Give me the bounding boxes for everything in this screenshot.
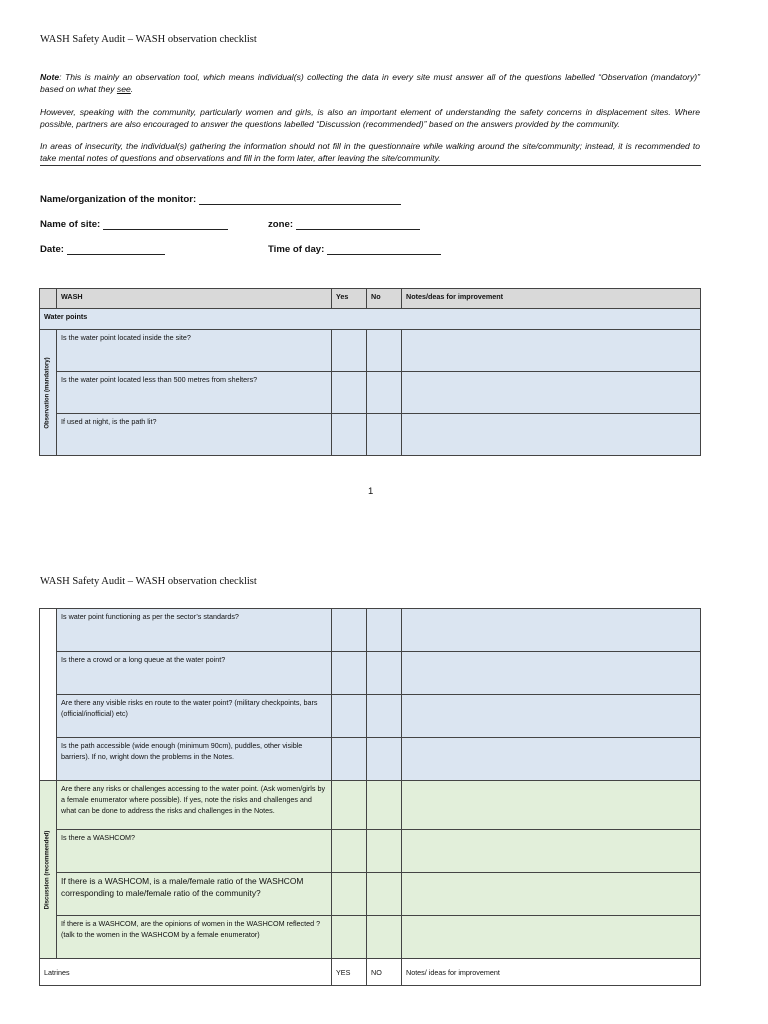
note-period: . (130, 84, 134, 94)
date-field[interactable] (40, 244, 165, 255)
latrines-notes-header: Notes/ ideas for improvement (402, 959, 701, 986)
table-row (40, 372, 701, 414)
no-cell[interactable] (367, 738, 402, 781)
yes-cell[interactable] (332, 738, 367, 781)
monitor-line[interactable] (199, 194, 401, 205)
notes-cell[interactable] (402, 695, 701, 738)
notes-cell[interactable] (402, 738, 701, 781)
yes-cell[interactable] (332, 652, 367, 695)
no-cell[interactable] (367, 695, 402, 738)
question-cell: If used at night, is the path lit? (57, 414, 332, 456)
yes-cell[interactable] (332, 873, 367, 916)
site-field[interactable] (40, 219, 228, 230)
table-row (40, 830, 701, 873)
yes-cell[interactable] (332, 330, 367, 372)
no-cell[interactable] (367, 652, 402, 695)
no-cell[interactable] (367, 609, 402, 652)
section-row (40, 309, 701, 330)
question-cell: Are there any visible risks en route to the water point? (military checkpoints, bars (official/inofficial) etc) (57, 695, 332, 738)
water-points-table (39, 288, 701, 456)
table-header-row (40, 289, 701, 309)
header-wash: WASH (57, 289, 332, 309)
question-cell: Are there any risks or challenges accessing to the water point. (Ask women/girls by a female enumerator where possible). If yes, note the risks and challenges and what can be done to address the risks and challenges in the Notes. (57, 781, 332, 830)
discussion-group-label: Discussion (recommended) (40, 781, 57, 959)
note-see: see (116, 84, 131, 94)
no-cell[interactable] (367, 330, 402, 372)
observation-continued-column (40, 609, 57, 781)
table-row (40, 738, 701, 781)
question-cell: Is water point functioning as per the sector’s standards? (57, 609, 332, 652)
monitor-field[interactable] (40, 194, 401, 205)
time-label: Time of day: (268, 244, 325, 255)
question-cell: Is the water point located less than 500 metres from shelters? (57, 372, 332, 414)
no-cell[interactable] (367, 372, 402, 414)
no-cell[interactable] (367, 414, 402, 456)
notes-cell[interactable] (402, 372, 701, 414)
yes-cell[interactable] (332, 781, 367, 830)
note-label: Note (40, 72, 60, 82)
zone-line[interactable] (296, 219, 420, 230)
question-cell: Is the path accessible (wide enough (minimum 90cm), puddles, other visible barriers). If no, wright down the problems in the Notes. (57, 738, 332, 781)
note-paragraph-1 (40, 71, 700, 95)
note-paragraph-2: However, speaking with the community, particularly women and girls, is also an important element of understanding the safety concerns in displacement sites. Where possible, partners are also encouraged to answer the questions labelled “Discussion (recommended)” based on the answers provided by the community. (40, 107, 700, 129)
header-notes: Notes/deas for improvement (402, 289, 701, 309)
table-row (40, 330, 701, 372)
observation-group-label: Observation (mandatory) (40, 330, 57, 456)
no-cell[interactable] (367, 781, 402, 830)
table-row (40, 652, 701, 695)
yes-cell[interactable] (332, 414, 367, 456)
monitor-label: Name/organization of the monitor: (40, 194, 197, 205)
note-divider (40, 165, 701, 166)
header-no: No (367, 289, 402, 309)
notes-cell[interactable] (402, 330, 701, 372)
notes-cell[interactable] (402, 916, 701, 959)
no-cell[interactable] (367, 830, 402, 873)
question-cell: If there is a WASHCOM, is a male/female ratio of the WASHCOM corresponding to male/female ratio of the community? (57, 873, 332, 916)
table-row (40, 873, 701, 916)
table-row (40, 916, 701, 959)
header-blank (40, 289, 57, 309)
time-line[interactable] (327, 244, 441, 255)
yes-cell[interactable] (332, 916, 367, 959)
latrines-header-row (40, 959, 701, 986)
section-water-points: Water points (40, 309, 701, 330)
no-cell[interactable] (367, 873, 402, 916)
date-label: Date: (40, 244, 64, 255)
page-number: 1 (368, 486, 374, 497)
yes-cell[interactable] (332, 609, 367, 652)
notes-cell[interactable] (402, 609, 701, 652)
latrines-no-header: NO (367, 959, 402, 986)
notes-cell[interactable] (402, 652, 701, 695)
notes-cell[interactable] (402, 830, 701, 873)
site-label: Name of site: (40, 219, 101, 230)
question-cell: Is the water point located inside the site? (57, 330, 332, 372)
question-cell: If there is a WASHCOM, are the opinions of women in the WASHCOM reflected ? (talk to the women in the WASHCOM by a female enumerator) (57, 916, 332, 959)
notes-cell[interactable] (402, 873, 701, 916)
latrines-label: Latrines (40, 959, 332, 986)
table-row (40, 609, 701, 652)
yes-cell[interactable] (332, 372, 367, 414)
time-field[interactable] (268, 244, 441, 255)
question-cell: Is there a WASHCOM? (57, 830, 332, 873)
page1-title: WASH Safety Audit – WASH observation checklist (40, 34, 257, 45)
continued-table (39, 608, 701, 986)
yes-cell[interactable] (332, 830, 367, 873)
no-cell[interactable] (367, 916, 402, 959)
notes-cell[interactable] (402, 781, 701, 830)
table-row (40, 414, 701, 456)
table-row (40, 695, 701, 738)
date-line[interactable] (67, 244, 165, 255)
site-line[interactable] (103, 219, 228, 230)
question-cell: Is there a crowd or a long queue at the water point? (57, 652, 332, 695)
notes-cell[interactable] (402, 414, 701, 456)
note-text-1: : This is mainly an observation tool, which means individual(s) collecting the data in every site must answer all of the questions labelled “Observation (mandatory)” based on what they (40, 72, 700, 94)
latrines-yes-header: YES (332, 959, 367, 986)
yes-cell[interactable] (332, 695, 367, 738)
note-paragraph-3: In areas of insecurity, the individual(s) gathering the information should not fill in the questionnaire while walking around the site/community; instead, it is recommended to take mental notes of questions and observations and fill in the form later, after leaving the site/community. (40, 141, 700, 163)
header-yes: Yes (332, 289, 367, 309)
page2-title: WASH Safety Audit – WASH observation checklist (40, 576, 257, 587)
zone-label: zone: (268, 219, 294, 230)
zone-field[interactable] (268, 219, 420, 230)
table-row (40, 781, 701, 830)
